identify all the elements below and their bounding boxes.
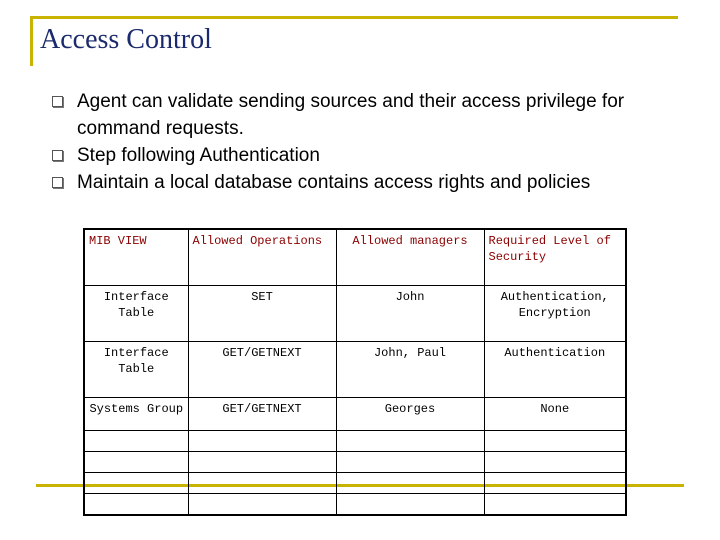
bullet-list bbox=[52, 88, 672, 196]
table-cell: None bbox=[484, 397, 626, 430]
bullet-text: Maintain a local database contains access rights and policies bbox=[77, 172, 591, 193]
empty-table-row bbox=[84, 494, 626, 516]
access-control-table bbox=[83, 228, 627, 516]
table-cell: Systems Group bbox=[84, 397, 188, 430]
header-allowed-operations: Allowed Operations bbox=[188, 229, 336, 286]
slide-title: Access Control bbox=[40, 24, 212, 55]
bullet-item bbox=[52, 142, 672, 169]
table-cell: GET/GETNEXT bbox=[188, 342, 336, 398]
table-cell: Authentication bbox=[484, 342, 626, 398]
table-cell: John, Paul bbox=[336, 342, 484, 398]
table-cell: SET bbox=[188, 286, 336, 342]
empty-table-row bbox=[84, 452, 626, 473]
bullet-text: Step following Authentication bbox=[77, 145, 320, 166]
left-rule bbox=[30, 16, 33, 66]
square-bullet-icon bbox=[52, 177, 63, 188]
table-row bbox=[84, 342, 626, 398]
square-bullet-icon bbox=[52, 150, 63, 161]
empty-table-row bbox=[84, 473, 626, 494]
table-cell: John bbox=[336, 286, 484, 342]
table-cell: GET/GETNEXT bbox=[188, 397, 336, 430]
empty-table-row bbox=[84, 431, 626, 452]
table-cell: Authentication, Encryption bbox=[484, 286, 626, 342]
table-cell: Interface Table bbox=[84, 286, 188, 342]
header-allowed-managers: Allowed managers bbox=[336, 229, 484, 286]
header-required-security: Required Level of Security bbox=[484, 229, 626, 286]
header-mib-view: MIB VIEW bbox=[84, 229, 188, 286]
table-row bbox=[84, 286, 626, 342]
bullet-item bbox=[52, 88, 672, 142]
table-row bbox=[84, 397, 626, 430]
bullet-item bbox=[52, 169, 672, 196]
table-header-row bbox=[84, 229, 626, 286]
square-bullet-icon bbox=[52, 96, 63, 107]
table-cell: Georges bbox=[336, 397, 484, 430]
top-rule bbox=[30, 16, 678, 19]
bullet-text: Agent can validate sending sources and their access privilege for command requests. bbox=[77, 91, 625, 139]
table-cell: Interface Table bbox=[84, 342, 188, 398]
